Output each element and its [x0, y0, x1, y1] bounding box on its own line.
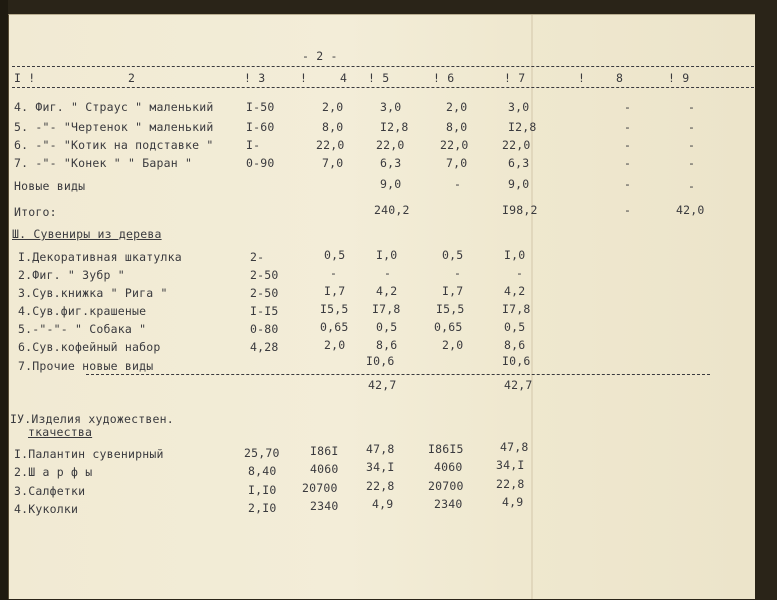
row-c3: 2-50	[250, 286, 279, 300]
row-name: 5.-"-"- " Собака "	[18, 322, 147, 336]
row-c3: I,I0	[248, 483, 277, 497]
row-c3: 4,28	[250, 340, 279, 354]
row-c9: -	[688, 156, 696, 170]
row-c9: -	[688, 100, 696, 114]
page-fold	[531, 15, 533, 599]
header-col-8: 8	[616, 71, 624, 85]
row-c4: 2,0	[322, 100, 344, 114]
header-rule-top	[12, 66, 754, 67]
row-c8: -	[624, 100, 632, 114]
header-col-2: 2	[128, 71, 136, 85]
row-c7: 22,0	[502, 138, 531, 152]
row-c4: I5,5	[320, 302, 349, 316]
row-c6: 0,65	[434, 320, 463, 334]
row-c7: 9,0	[508, 177, 530, 191]
row-c4: I,7	[324, 284, 346, 298]
row-name: 3.Салфетки	[14, 484, 86, 498]
row-c5: 22,8	[366, 479, 395, 493]
row-c3: 0-80	[250, 322, 279, 336]
header-col-3: ! 3	[244, 71, 266, 85]
header-col-5: ! 5	[368, 71, 390, 85]
row-c6: -	[454, 177, 462, 191]
row-c5: 47,8	[366, 442, 395, 456]
row-c7: 6,3	[508, 156, 530, 170]
row-c5: I2,8	[380, 120, 409, 134]
row-c3: 0-90	[246, 156, 275, 170]
row-c5: 4,9	[372, 497, 394, 511]
row-c6: 22,0	[440, 138, 469, 152]
row-c5: -	[384, 266, 392, 280]
row-c6: 0,5	[442, 248, 464, 262]
subtotal-c5: 42,7	[368, 378, 397, 392]
row-c6: 2,0	[446, 100, 468, 114]
total-c5: 240,2	[374, 203, 410, 217]
header-col-7: ! 7	[504, 71, 526, 85]
row-c7: 34,I	[496, 458, 525, 472]
row-name: 6. -"- "Котик на подставке "	[14, 138, 214, 152]
binder-edge	[0, 0, 8, 600]
row-c5: I0,6	[366, 354, 395, 368]
row-c7: 4,9	[502, 495, 524, 509]
page-number: - 2 -	[302, 49, 338, 63]
row-c5: 3,0	[380, 100, 402, 114]
row-c7: 8,6	[504, 338, 526, 352]
row-c4: 2340	[310, 499, 339, 513]
row-c3: I-I5	[250, 304, 279, 318]
header-col-1: I !	[14, 71, 36, 85]
row-c7: 22,8	[496, 477, 525, 491]
row-c3: I-60	[246, 120, 275, 134]
row-c3: 2-50	[250, 268, 279, 282]
row-c5: 6,3	[380, 156, 402, 170]
row-c5: 9,0	[380, 177, 402, 191]
row-c5: 8,6	[376, 338, 398, 352]
row-c5: 34,I	[366, 460, 395, 474]
row-name: I.Палантин сувенирный	[14, 447, 164, 461]
row-c5: 4,2	[376, 284, 398, 298]
header-col-6: ! 6	[433, 71, 455, 85]
row-c7: -	[516, 266, 524, 280]
row-c4: 0,5	[324, 248, 346, 262]
row-c7: I,0	[504, 248, 526, 262]
subtotal-c7: 42,7	[504, 378, 533, 392]
section-title: IУ.Изделия художествен.	[10, 412, 174, 426]
row-name: 4. Фиг. " Страус " маленький	[14, 100, 214, 114]
row-c6: 2,0	[442, 338, 464, 352]
row-c5: I,0	[376, 248, 398, 262]
row-c8: -	[624, 156, 632, 170]
row-name: Новые виды	[14, 179, 86, 193]
row-c6: 8,0	[446, 120, 468, 134]
row-c5: 22,0	[376, 138, 405, 152]
row-name: 4.Куколки	[14, 502, 79, 516]
row-name: 2.Ш а р ф ы	[14, 465, 93, 479]
row-c6: 2340	[434, 497, 463, 511]
subtotal-rule	[86, 374, 710, 375]
header-col-9: ! 9	[668, 71, 690, 85]
row-name: 6.Сув.кофейный набор	[18, 340, 161, 354]
row-c6: 4060	[434, 460, 463, 474]
row-c6: I5,5	[436, 302, 465, 316]
total-c9: 42,0	[676, 203, 705, 217]
row-name: 7.Прочие новые виды	[18, 359, 154, 373]
row-c8: -	[624, 120, 632, 134]
header-col-4: 4	[340, 71, 348, 85]
row-c7: 3,0	[508, 100, 530, 114]
row-c8: -	[624, 138, 632, 152]
row-c3: 8,40	[248, 464, 277, 478]
row-c7: I7,8	[502, 302, 531, 316]
row-c6: 7,0	[446, 156, 468, 170]
row-c4: 8,0	[322, 120, 344, 134]
row-c3: 2,I0	[248, 501, 277, 515]
row-name: 7. -"- "Конек " " Баран "	[14, 156, 193, 170]
row-c3: I-50	[246, 100, 275, 114]
row-c4: -	[330, 266, 338, 280]
row-c7: 4,2	[504, 284, 526, 298]
row-c4: 20700	[302, 481, 338, 495]
row-c6: -	[454, 266, 462, 280]
section-title: Ш. Сувениры из дерева	[12, 227, 162, 241]
row-c4: 4060	[310, 462, 339, 476]
header-sep: !	[300, 71, 308, 85]
row-c7: I0,6	[502, 354, 531, 368]
row-c7: 0,5	[504, 320, 526, 334]
row-c4: 22,0	[316, 138, 345, 152]
row-name: 5. -"- "Чертенок " маленький	[14, 120, 214, 134]
row-c3: I-	[246, 138, 261, 152]
header-rule-bottom	[12, 87, 754, 88]
row-c3: 2-	[250, 250, 265, 264]
row-c9: -	[688, 138, 696, 152]
row-name: 2.Фиг. " Зубр "	[18, 268, 125, 282]
header-sep-2: !	[578, 71, 586, 85]
row-name: I.Декоративная шкатулка	[18, 250, 182, 264]
section-title-cont: ткачества	[28, 425, 93, 439]
total-label: Итого:	[14, 205, 57, 219]
row-c9: -	[688, 179, 696, 193]
row-c9: -	[688, 120, 696, 134]
total-c8: -	[624, 203, 632, 217]
row-c4: I86I	[310, 444, 339, 458]
row-c6: I86I5	[428, 442, 464, 456]
row-c7: 47,8	[500, 440, 529, 454]
row-c6: I,7	[442, 284, 464, 298]
total-c7: I98,2	[502, 203, 538, 217]
row-name: 3.Сув.книжка " Рига "	[18, 286, 168, 300]
row-c4: 7,0	[322, 156, 344, 170]
row-c5: 0,5	[376, 320, 398, 334]
row-c3: 25,70	[244, 446, 280, 460]
row-name: 4.Сув.фиг.крашеные	[18, 304, 147, 318]
row-c8: -	[624, 177, 632, 191]
row-c5: I7,8	[372, 302, 401, 316]
row-c7: I2,8	[508, 120, 537, 134]
row-c4: 2,0	[324, 338, 346, 352]
row-c6: 20700	[428, 479, 464, 493]
row-c4: 0,65	[320, 320, 349, 334]
